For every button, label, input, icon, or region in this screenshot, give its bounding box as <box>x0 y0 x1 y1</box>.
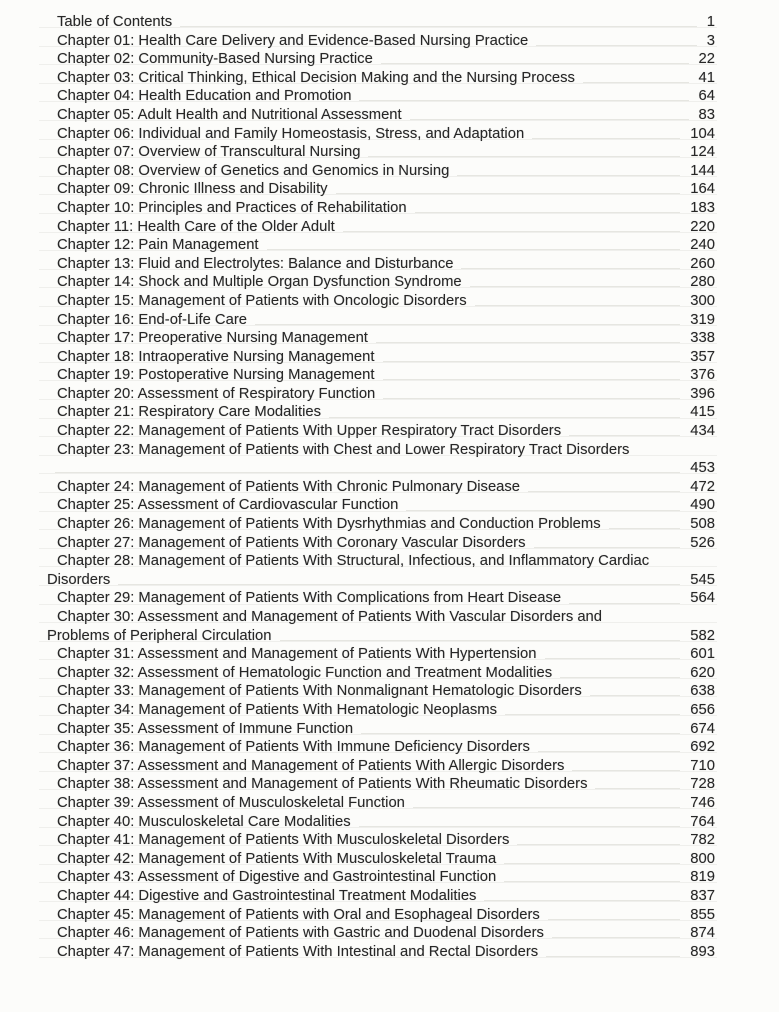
toc-entry-title: Chapter 47: Management of Patients With Intestinal and Rectal Disorders <box>57 943 539 960</box>
leader-line <box>376 342 680 343</box>
leader-line <box>548 919 680 920</box>
toc-entry-row <box>47 32 715 51</box>
leader-line <box>572 770 680 771</box>
leader-line <box>406 510 680 511</box>
toc-entry-page: 692 <box>690 739 715 756</box>
leader-line <box>517 844 680 845</box>
toc-entry-page: 319 <box>690 311 715 328</box>
toc-entry-page: 601 <box>690 646 715 663</box>
toc-entry-page: 434 <box>690 423 715 440</box>
leader-line <box>415 212 681 213</box>
toc-entry-title: Chapter 25: Assessment of Cardiovascular Function <box>57 497 399 514</box>
toc-entry-page: 728 <box>690 776 715 793</box>
leader-line <box>609 528 681 529</box>
leader-line <box>359 100 688 101</box>
toc-entry-row <box>47 329 715 348</box>
toc-entry-title: Chapter 38: Assessment and Management of Patients With Rheumatic Disorders <box>57 776 588 793</box>
leader-line <box>343 231 681 232</box>
toc-entry-row <box>47 738 715 757</box>
leader-line <box>55 472 680 473</box>
leader-line <box>457 175 680 176</box>
leader-line <box>329 417 680 418</box>
toc-entry-row <box>47 757 715 776</box>
toc-entry-page: 280 <box>690 274 715 291</box>
leader-line <box>583 82 689 83</box>
toc-heading-row <box>47 13 715 32</box>
toc-entry-title: Chapter 08: Overview of Genetics and Genomics in Nursing <box>57 162 450 179</box>
toc-entry-page: 144 <box>690 162 715 179</box>
toc-entry-page: 874 <box>690 925 715 942</box>
leader-line <box>552 937 680 938</box>
toc-entry-title: Chapter 02: Community-Based Nursing Practice <box>57 51 373 68</box>
toc-entry-page: 124 <box>690 144 715 161</box>
leader-line <box>595 788 680 789</box>
toc-entry-row <box>47 311 715 330</box>
toc-entry-page: 837 <box>690 887 715 904</box>
leader-line <box>590 695 681 696</box>
toc-entry-title: Chapter 22: Management of Patients With Upper Respiratory Tract Disorders <box>57 423 562 440</box>
toc-entry-row <box>47 515 715 534</box>
toc-entry-title: Chapter 39: Assessment of Musculoskeletal Function <box>57 794 405 811</box>
toc-entry-row <box>47 664 715 683</box>
toc-entry-row <box>47 552 715 571</box>
toc-entry-row <box>47 218 715 237</box>
toc-entry-title: Chapter 33: Management of Patients With Nonmalignant Hematologic Disorders <box>57 683 582 700</box>
toc-entry-title: Chapter 37: Assessment and Management of Patients With Allergic Disorders <box>57 757 565 774</box>
toc-entry-title-continuation: Problems of Peripheral Circulation <box>47 627 272 644</box>
toc-entry-row <box>47 887 715 906</box>
toc-entry-row <box>47 87 715 106</box>
toc-entry-page: 746 <box>690 794 715 811</box>
toc-entry-title: Chapter 40: Musculoskeletal Care Modalities <box>57 813 351 830</box>
leader-line <box>528 491 680 492</box>
toc-entry-row <box>47 422 715 441</box>
toc-entry-row <box>47 682 715 701</box>
toc-entry-title: Chapter 43: Assessment of Digestive and Gastrointestinal Function <box>57 869 497 886</box>
toc-entry-title: Chapter 11: Health Care of the Older Adult <box>57 218 335 235</box>
toc-entry-row <box>47 906 715 925</box>
toc-entry-title: Chapter 01: Health Care Delivery and Evidence-Based Nursing Practice <box>57 32 529 49</box>
toc-entry-page: 376 <box>690 367 715 384</box>
toc-entry-title: Chapter 13: Fluid and Electrolytes: Balance and Disturbance <box>57 255 454 272</box>
toc-entry-row <box>47 255 715 274</box>
toc-entry-row <box>47 868 715 887</box>
toc-entry-title: Chapter 18: Intraoperative Nursing Management <box>57 348 375 365</box>
toc-entry-page: 674 <box>690 720 715 737</box>
toc-entry-title: Chapter 05: Adult Health and Nutritional Assessment <box>57 106 402 123</box>
toc-entry-page: 893 <box>690 943 715 960</box>
toc-entry-page: 357 <box>690 348 715 365</box>
toc-entry-page: 3 <box>706 32 715 49</box>
toc-entry-title: Chapter 28: Management of Patients With Structural, Infectious, and Inflammatory Cardiac <box>57 553 650 570</box>
toc-entry-title: Chapter 35: Assessment of Immune Function <box>57 720 354 737</box>
leader-line <box>383 379 681 380</box>
toc-entry-page: 819 <box>690 869 715 886</box>
toc-entry-row <box>47 143 715 162</box>
leader-line <box>383 361 681 362</box>
toc-entry-title: Chapter 23: Management of Patients with Chest and Lower Respiratory Tract Disorders <box>57 441 630 458</box>
leader-line <box>381 63 689 64</box>
toc-entry-row <box>47 496 715 515</box>
leader-line <box>545 658 681 659</box>
toc-entry-page: 22 <box>698 51 715 68</box>
leader-line <box>569 435 680 436</box>
leader-line <box>180 26 697 27</box>
toc-entry-page: 240 <box>690 237 715 254</box>
leader-line <box>336 193 681 194</box>
leader-line <box>532 138 680 139</box>
toc-entry-page: 526 <box>690 534 715 551</box>
toc-entry-title: Chapter 42: Management of Patients With Musculoskeletal Trauma <box>57 850 497 867</box>
toc-entry-row <box>47 180 715 199</box>
toc-entry-title: Chapter 27: Management of Patients With Coronary Vascular Disorders <box>57 534 526 551</box>
leader-line <box>470 286 681 287</box>
toc-entry-page: 164 <box>690 181 715 198</box>
toc-entry-title: Chapter 20: Assessment of Respiratory Function <box>57 385 376 402</box>
toc-entry-page: 782 <box>690 832 715 849</box>
toc-entry-title: Chapter 15: Management of Patients with Oncologic Disorders <box>57 292 467 309</box>
toc-entry-title: Chapter 30: Assessment and Management of Patients With Vascular Disorders and <box>57 609 603 625</box>
leader-line <box>534 547 681 548</box>
leader-line <box>118 584 680 585</box>
toc-entry-title: Chapter 19: Postoperative Nursing Management <box>57 367 375 384</box>
toc-entry-row <box>47 441 715 460</box>
toc-entry-continuation-row <box>47 571 715 590</box>
toc-entry-row <box>47 943 715 962</box>
toc-entry-row <box>47 645 715 664</box>
toc-entry-title: Chapter 31: Assessment and Management of Patients With Hypertension <box>57 646 537 663</box>
toc-entry-row <box>47 775 715 794</box>
toc-entry-page: 83 <box>698 106 715 123</box>
toc-entry-row <box>47 273 715 292</box>
toc-entry-title: Chapter 07: Overview of Transcultural Nursing <box>57 144 361 161</box>
leader-line <box>504 863 680 864</box>
leader-line <box>484 900 680 901</box>
toc-entry-title: Chapter 32: Assessment of Hematologic Function and Treatment Modalities <box>57 664 553 681</box>
toc-entry-row <box>47 106 715 125</box>
toc-entry-page: 545 <box>690 571 715 588</box>
toc-entry-title: Chapter 24: Management of Patients With Chronic Pulmonary Disease <box>57 478 521 495</box>
toc-entry-title: Chapter 41: Management of Patients With Musculoskeletal Disorders <box>57 832 510 849</box>
leader-line <box>505 714 680 715</box>
leader-line <box>368 156 680 157</box>
toc-entry-title: Chapter 46: Management of Patients with Gastric and Duodenal Disorders <box>57 925 544 942</box>
toc-entry-row <box>47 50 715 69</box>
toc-entry-page: 564 <box>690 590 715 607</box>
leader-line <box>413 807 680 808</box>
leader-line <box>569 603 680 604</box>
toc-entry-row <box>47 385 715 404</box>
toc-entry-title: Chapter 10: Principles and Practices of Rehabilitation <box>57 199 407 216</box>
toc-entry-page: 855 <box>690 906 715 923</box>
toc-entry-row <box>47 348 715 367</box>
leader-line <box>475 305 681 306</box>
toc-entry-row <box>47 608 715 627</box>
toc-entry-row <box>47 125 715 144</box>
leader-line <box>461 268 680 269</box>
toc-entry-page: 338 <box>690 330 715 347</box>
leader-line <box>267 249 681 250</box>
toc-entry-page: 300 <box>690 292 715 309</box>
toc-entry-title: Chapter 44: Digestive and Gastrointestinal Treatment Modalities <box>57 887 477 904</box>
leader-line <box>410 119 689 120</box>
leader-line <box>504 881 680 882</box>
toc-entry-page: 490 <box>690 497 715 514</box>
toc-entry-row <box>47 720 715 739</box>
toc-entry-row <box>47 292 715 311</box>
toc-entry-page: 183 <box>690 199 715 216</box>
toc-entry-title: Chapter 36: Management of Patients With Immune Deficiency Disorders <box>57 739 530 756</box>
toc-entry-page: 396 <box>690 385 715 402</box>
toc-entry-row <box>47 236 715 255</box>
toc-heading-page: 1 <box>706 14 715 30</box>
toc-entry-row <box>47 403 715 422</box>
toc-entry-page: 582 <box>690 627 715 644</box>
toc-list <box>47 32 715 962</box>
toc-entry-row <box>47 701 715 720</box>
toc-entry-title: Chapter 04: Health Education and Promotion <box>57 88 352 105</box>
toc-entry-page: 472 <box>690 478 715 495</box>
toc-entry-title: Chapter 29: Management of Patients With Complications from Heart Disease <box>57 590 562 607</box>
toc-entry-row <box>47 831 715 850</box>
toc-entry-page: 41 <box>698 69 715 86</box>
toc-entry-title: Chapter 21: Respiratory Care Modalities <box>57 404 321 421</box>
toc-heading-title: Table of Contents <box>57 14 173 30</box>
toc-entry-title-continuation: Disorders <box>47 571 111 588</box>
toc-entry-title: Chapter 14: Shock and Multiple Organ Dysfunction Syndrome <box>57 274 462 291</box>
toc-entry-page: 764 <box>690 813 715 830</box>
toc-entry-page: 220 <box>690 218 715 235</box>
toc-entry-title: Chapter 09: Chronic Illness and Disability <box>57 181 328 198</box>
toc-entry-page: 638 <box>690 683 715 700</box>
leader-line <box>383 398 680 399</box>
toc-entry-row <box>47 534 715 553</box>
toc-entry-page: 453 <box>690 460 715 477</box>
toc-entry-page: 710 <box>690 757 715 774</box>
toc-entry-title: Chapter 12: Pain Management <box>57 237 259 254</box>
toc-entry-row <box>47 813 715 832</box>
leader-line <box>538 751 680 752</box>
toc-entry-continuation-row <box>47 459 715 478</box>
toc-entry-row <box>47 794 715 813</box>
toc-entry-continuation-row <box>47 627 715 646</box>
leader-line <box>546 956 680 957</box>
toc-entry-page: 104 <box>690 125 715 142</box>
toc-entry-title: Chapter 06: Individual and Family Homeostasis, Stress, and Adaptation <box>57 125 525 142</box>
toc-entry-page: 656 <box>690 701 715 718</box>
toc-entry-title: Chapter 03: Critical Thinking, Ethical Decision Making and the Nursing Process <box>57 69 575 86</box>
toc-entry-title: Chapter 17: Preoperative Nursing Management <box>57 330 368 347</box>
leader-line <box>361 733 680 734</box>
toc-entry-title: Chapter 26: Management of Patients With Dysrhythmias and Conduction Problems <box>57 516 601 533</box>
toc-entry-row <box>47 924 715 943</box>
toc-entry-page: 800 <box>690 850 715 867</box>
toc-entry-title: Chapter 16: End-of-Life Care <box>57 311 247 328</box>
toc-entry-title: Chapter 34: Management of Patients With Hematologic Neoplasms <box>57 701 498 718</box>
toc-entry-page: 64 <box>698 88 715 105</box>
leader-line <box>560 677 680 678</box>
leader-line <box>359 826 681 827</box>
toc-entry-page: 260 <box>690 255 715 272</box>
toc-entry-title: Chapter 45: Management of Patients with Oral and Esophageal Disorders <box>57 906 540 923</box>
leader-line <box>536 45 696 46</box>
toc-entry-row <box>47 850 715 869</box>
leader-line <box>280 640 681 641</box>
leader-line <box>255 324 680 325</box>
toc-entry-row <box>47 199 715 218</box>
toc-entry-page: 620 <box>690 664 715 681</box>
toc-entry-page: 415 <box>690 404 715 421</box>
toc-entry-page: 508 <box>690 516 715 533</box>
toc-entry-row <box>47 589 715 608</box>
toc-entry-row <box>47 366 715 385</box>
toc-entry-row <box>47 69 715 88</box>
toc-entry-row <box>47 478 715 497</box>
toc-entry-row <box>47 162 715 181</box>
